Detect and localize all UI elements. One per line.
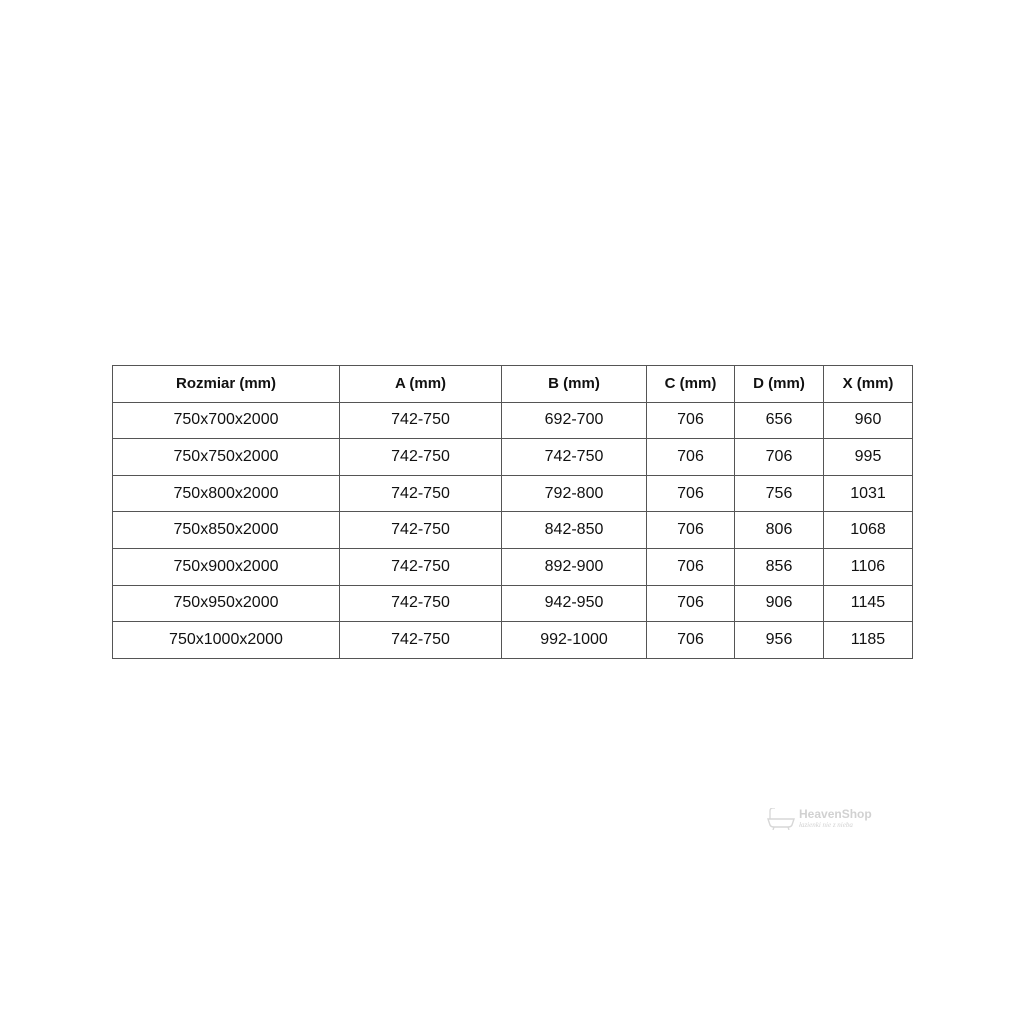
header-d: D (mm) [735,366,824,403]
cell-b: 892-900 [502,548,647,585]
cell-size: 750x1000x2000 [113,622,340,659]
cell-size: 750x800x2000 [113,475,340,512]
cell-x: 960 [824,402,913,439]
table-row [113,439,913,476]
watermark-title: HeavenShop [799,807,872,821]
cell-c: 706 [647,512,735,549]
cell-x: 1145 [824,585,913,622]
cell-c: 706 [647,475,735,512]
cell-size: 750x850x2000 [113,512,340,549]
bathtub-icon [766,808,796,830]
cell-c: 706 [647,402,735,439]
cell-b: 692-700 [502,402,647,439]
cell-d: 706 [735,439,824,476]
table-row [113,548,913,585]
cell-x: 995 [824,439,913,476]
cell-size: 750x950x2000 [113,585,340,622]
cell-b: 942-950 [502,585,647,622]
dimensions-table [112,365,913,659]
cell-a: 742-750 [340,585,502,622]
table-row [113,512,913,549]
cell-a: 742-750 [340,512,502,549]
cell-x: 1068 [824,512,913,549]
cell-d: 856 [735,548,824,585]
cell-c: 706 [647,548,735,585]
table-row [113,402,913,439]
cell-x: 1106 [824,548,913,585]
cell-a: 742-750 [340,439,502,476]
cell-x: 1185 [824,622,913,659]
cell-c: 706 [647,622,735,659]
cell-b: 742-750 [502,439,647,476]
cell-b: 992-1000 [502,622,647,659]
watermark-logo [766,806,876,832]
cell-a: 742-750 [340,548,502,585]
cell-d: 956 [735,622,824,659]
cell-b: 842-850 [502,512,647,549]
table-row [113,475,913,512]
cell-c: 706 [647,439,735,476]
cell-d: 656 [735,402,824,439]
cell-b: 792-800 [502,475,647,512]
table-header-row [113,366,913,403]
cell-d: 806 [735,512,824,549]
header-b: B (mm) [502,366,647,403]
cell-d: 906 [735,585,824,622]
header-x: X (mm) [824,366,913,403]
cell-c: 706 [647,585,735,622]
cell-a: 742-750 [340,622,502,659]
header-rozmiar: Rozmiar (mm) [113,366,340,403]
table-row [113,585,913,622]
header-c: C (mm) [647,366,735,403]
cell-d: 756 [735,475,824,512]
table-row [113,622,913,659]
cell-x: 1031 [824,475,913,512]
watermark-tagline: łazienki nie z nieba [799,821,853,829]
cell-a: 742-750 [340,475,502,512]
header-a: A (mm) [340,366,502,403]
cell-size: 750x900x2000 [113,548,340,585]
cell-a: 742-750 [340,402,502,439]
cell-size: 750x750x2000 [113,439,340,476]
cell-size: 750x700x2000 [113,402,340,439]
